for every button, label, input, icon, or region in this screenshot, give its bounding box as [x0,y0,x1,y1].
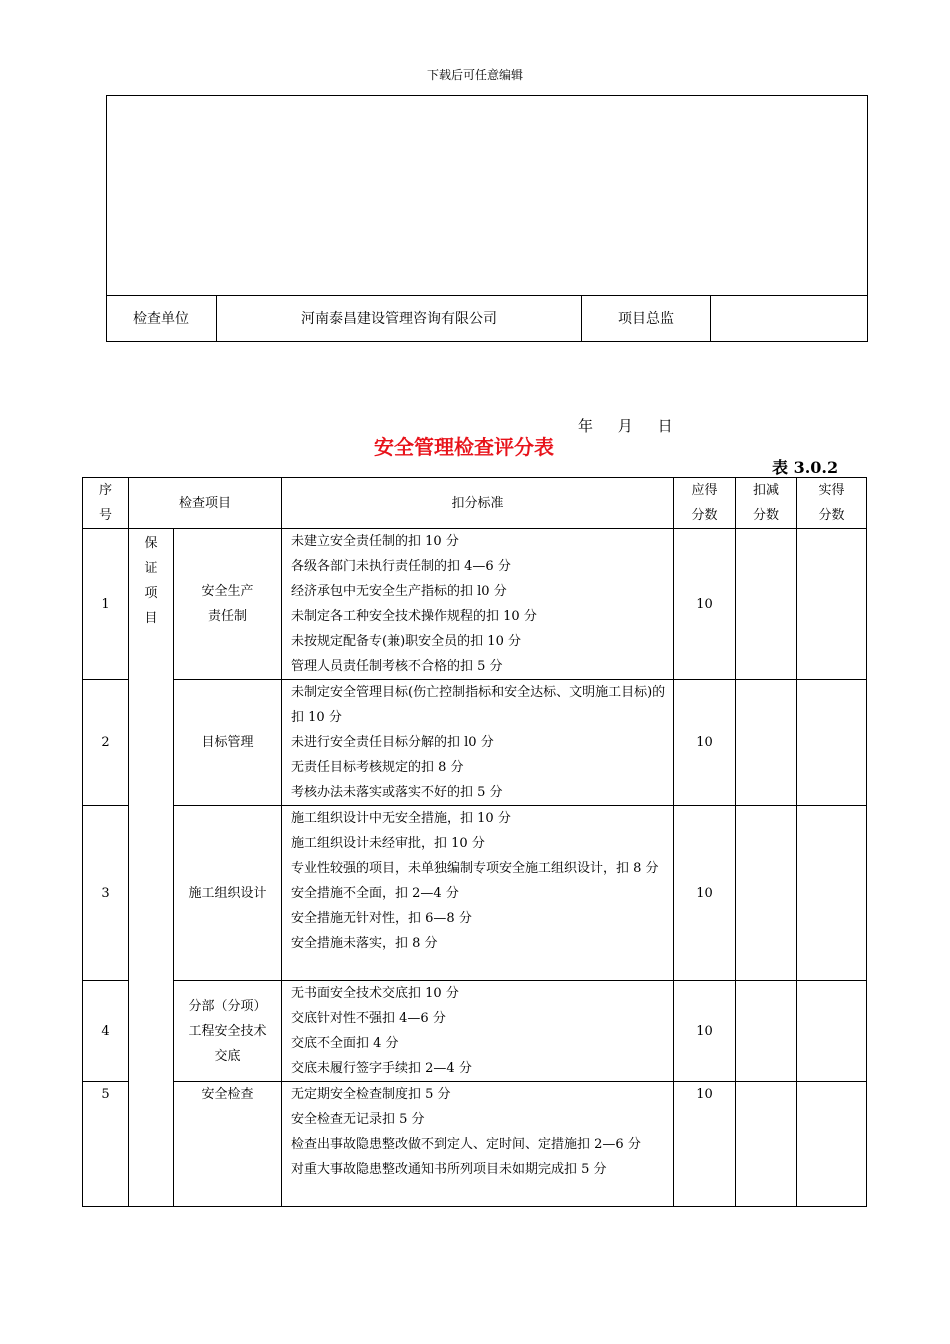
criteria-line: 未制定各工种安全技术操作规程的扣 10 分 [291,609,537,624]
actual-score [797,1082,867,1207]
actual-score [797,806,867,981]
check-item-text: 目标管理 [201,735,254,750]
criteria-line: 未制定安全管理目标(伤亡控制指标和安全达标、文明施工目标)的扣 10 分 [291,685,666,725]
table-row [83,1082,867,1207]
inspector-value: 河南泰昌建设管理咨询有限公司 [301,311,497,327]
check-item [174,680,282,806]
check-item-text: 交底 [214,1048,241,1064]
group-label-text: 项 [144,586,158,601]
header-actual-text: 分数 [818,508,845,523]
header-no-text: 序 [98,483,112,498]
criteria-cell [282,806,674,981]
supervisor-value [711,296,867,342]
table-row [83,680,867,806]
due-score: 10 [674,1082,736,1207]
deduct-score [736,806,797,981]
header-item: 检查项目 [129,478,282,529]
check-item-text: 分部（分项） [188,998,267,1014]
criteria-cell [282,680,674,806]
header-actual-text: 实得 [818,483,845,498]
sheet-title: 安全管理检查评分表 [374,435,554,459]
criteria-line: 考核办法未落实或落实不好的扣 5 分 [291,785,503,800]
table-row [83,981,867,1082]
criteria-line: 对重大事故隐患整改通知书所列项目未如期完成扣 5 分 [291,1162,607,1177]
date-month: 月 [617,417,635,435]
inspector-label: 检查单位 [133,311,189,327]
header-due-text: 应得 [691,483,718,498]
check-item [174,806,282,981]
check-item-text: 施工组织设计 [188,885,267,901]
group-label-text: 目 [144,611,158,626]
check-item-text: 工程安全技术 [188,1023,267,1039]
table-row [83,529,867,680]
due-score: 10 [674,806,736,981]
criteria-line: 未进行安全责任目标分解的扣 l0 分 [291,735,494,750]
criteria-line: 交底不全面扣 4 分 [291,1036,399,1051]
criteria-line: 各级各部门未执行责任制的扣 4—6 分 [291,559,511,574]
header-criteria: 扣分标准 [282,478,674,529]
criteria-cell [282,1082,674,1207]
criteria-line: 交底针对性不强扣 4—6 分 [291,1011,446,1026]
row-number: 4 [83,981,129,1082]
group-label [129,529,174,1207]
score-table [82,477,867,1207]
criteria-cell [282,529,674,680]
deduct-score [736,680,797,806]
row-number: 1 [83,529,129,680]
criteria-line: 检查出事故隐患整改做不到定人、定时间、定措施扣 2—6 分 [291,1137,641,1152]
header-no-text: 号 [98,508,112,523]
actual-score [797,529,867,680]
criteria-line: 安全措施不全面，扣 2—4 分 [291,886,459,901]
group-label-text: 证 [144,561,158,576]
table-code: 表 3.0.2 [772,458,839,477]
row-number: 5 [83,1082,129,1207]
deduct-score [736,1082,797,1207]
check-item-text: 安全检查 [201,1087,254,1102]
due-score: 10 [674,529,736,680]
criteria-line: 无责任目标考核规定的扣 8 分 [291,760,464,775]
row-number: 3 [83,806,129,981]
criteria-line: 无定期安全检查制度扣 5 分 [291,1087,451,1102]
check-item [174,1082,282,1207]
header-deduct-text: 扣减 [753,483,780,498]
group-label-text: 保 [144,536,158,551]
criteria-line: 安全措施未落实，扣 8 分 [291,936,438,951]
table-row [83,806,867,981]
date-year: 年 [578,417,596,435]
check-item [174,529,282,680]
check-item-text: 责任制 [208,609,248,624]
criteria-line: 管理人员责任制考核不合格的扣 5 分 [291,659,503,674]
criteria-line: 经济承包中无安全生产指标的扣 l0 分 [291,584,507,599]
date-day: 日 [657,417,675,435]
header-due [674,478,736,529]
header-no [83,478,129,529]
supervisor-label: 项目总监 [618,311,674,327]
date-line [578,415,691,436]
criteria-line: 安全检查无记录扣 5 分 [291,1112,425,1127]
deduct-score [736,529,797,680]
actual-score [797,680,867,806]
criteria-line: 施工组织设计中无安全措施，扣 10 分 [291,811,511,826]
header-due-text: 分数 [691,508,718,523]
header-deduct-text: 分数 [753,508,780,523]
check-item [174,981,282,1082]
check-item-text: 安全生产 [201,584,254,599]
criteria-line: 交底未履行签字手续扣 2—4 分 [291,1061,472,1076]
criteria-line: 未建立安全责任制的扣 10 分 [291,534,459,549]
header-deduct [736,478,797,529]
row-number: 2 [83,680,129,806]
header-note: 下载后可任意编辑 [426,68,523,82]
actual-score [797,981,867,1082]
header-row [83,478,867,529]
header-actual [797,478,867,529]
criteria-line: 无书面安全技术交底扣 10 分 [291,986,459,1001]
criteria-line: 施工组织设计未经审批，扣 10 分 [291,836,485,851]
due-score: 10 [674,981,736,1082]
criteria-line: 安全措施无针对性，扣 6—8 分 [291,911,472,926]
deduct-score [736,981,797,1082]
criteria-cell [282,981,674,1082]
signoff-row [106,295,868,342]
criteria-line: 未按规定配备专(兼)职安全员的扣 10 分 [291,634,521,649]
due-score: 10 [674,680,736,806]
criteria-line: 专业性较强的项目，未单独编制专项安全施工组织设计，扣 8 分 [291,861,659,876]
